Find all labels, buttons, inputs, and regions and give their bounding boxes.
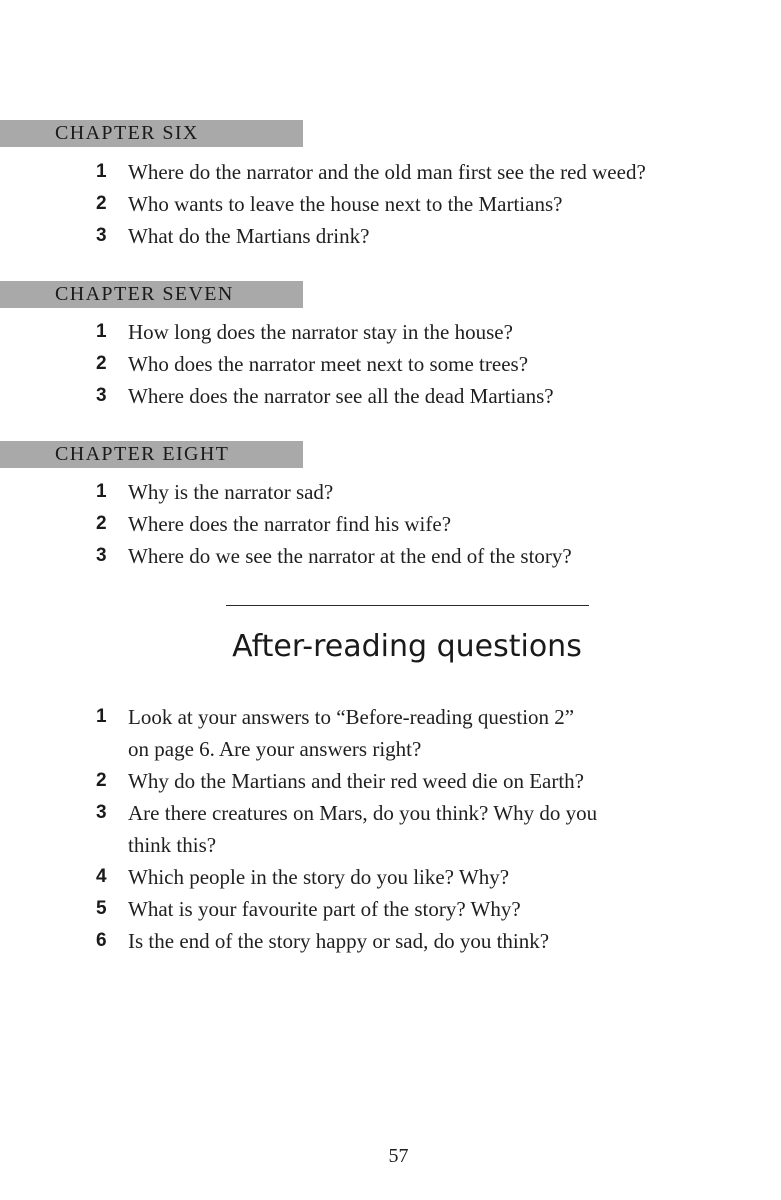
- list-item: [0, 380, 781, 412]
- list-item: [0, 476, 781, 508]
- chapter-six-title: CHAPTER SIX: [55, 122, 199, 144]
- list-item: [0, 893, 781, 925]
- question-text: What is your favourite part of the story? Why?: [128, 897, 521, 921]
- question-number: 1: [96, 706, 107, 727]
- question-text: Where does the narrator find his wife?: [128, 512, 452, 536]
- question-number: 1: [96, 161, 107, 182]
- question-number: 1: [96, 481, 107, 502]
- question-text: Why do the Martians and their red weed die on Earth?: [128, 769, 585, 793]
- question-text: [128, 797, 738, 861]
- question-number: 2: [96, 770, 107, 791]
- question-text-line: Are there creatures on Mars, do you think? Why do you: [128, 801, 598, 825]
- chapter-eight-questions: [0, 476, 781, 572]
- question-number: 2: [96, 353, 107, 374]
- question-text: Where does the narrator see all the dead Martians?: [128, 384, 554, 408]
- list-item: [0, 156, 781, 188]
- question-text: Where do the narrator and the old man first see the red weed?: [128, 160, 646, 184]
- question-text: Who does the narrator meet next to some trees?: [128, 352, 529, 376]
- list-item: [0, 348, 781, 380]
- question-number: 4: [96, 866, 107, 887]
- question-number: 3: [96, 802, 107, 823]
- question-number: 2: [96, 193, 107, 214]
- chapter-seven-header: [0, 281, 303, 308]
- chapter-six-header: [0, 120, 303, 147]
- list-item: [0, 765, 781, 797]
- question-number: 1: [96, 321, 107, 342]
- list-item: [0, 220, 781, 252]
- question-text: Where do we see the narrator at the end of the story?: [128, 544, 572, 568]
- question-text: Is the end of the story happy or sad, do you think?: [128, 929, 550, 953]
- after-reading-heading: After-reading questions: [232, 629, 582, 664]
- question-text-line: Look at your answers to “Before-reading question 2”: [128, 705, 575, 729]
- after-reading-questions: [0, 701, 781, 957]
- chapter-six-questions: [0, 156, 781, 252]
- question-text-line: on page 6. Are your answers right?: [128, 737, 422, 761]
- chapter-seven-questions: [0, 316, 781, 412]
- list-item: [0, 540, 781, 572]
- question-text: How long does the narrator stay in the house?: [128, 320, 513, 344]
- question-text: What do the Martians drink?: [128, 224, 370, 248]
- question-number: 3: [96, 225, 107, 246]
- list-item: [0, 508, 781, 540]
- chapter-seven-title: CHAPTER SEVEN: [55, 283, 234, 305]
- list-item: [0, 316, 781, 348]
- chapter-eight-header: [0, 441, 303, 468]
- list-item: [0, 861, 781, 893]
- list-item: [0, 188, 781, 220]
- question-number: 2: [96, 513, 107, 534]
- list-item: [0, 701, 781, 765]
- question-text: Which people in the story do you like? Why?: [128, 865, 510, 889]
- question-text-line: think this?: [128, 833, 217, 857]
- chapter-eight-title: CHAPTER EIGHT: [55, 443, 230, 465]
- list-item: [0, 925, 781, 957]
- page-number: 57: [388, 1145, 409, 1167]
- question-text: Who wants to leave the house next to the Martians?: [128, 192, 563, 216]
- question-text: Why is the narrator sad?: [128, 480, 334, 504]
- question-text: [128, 701, 738, 765]
- question-number: 3: [96, 545, 107, 566]
- section-divider: [226, 605, 589, 606]
- list-item: [0, 797, 781, 861]
- question-number: 5: [96, 898, 107, 919]
- question-number: 6: [96, 930, 107, 951]
- question-number: 3: [96, 385, 107, 406]
